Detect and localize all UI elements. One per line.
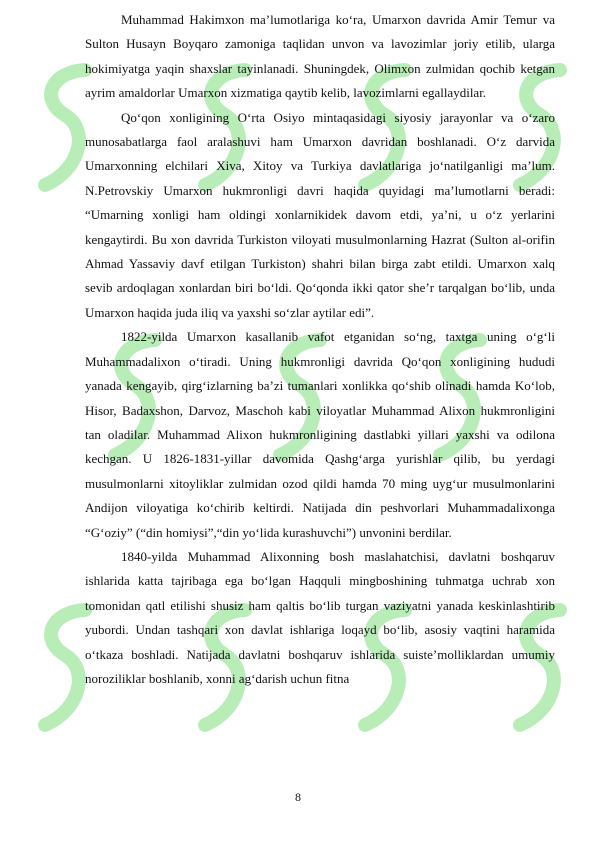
page-number: 8	[295, 790, 301, 804]
paragraph: 1822-yilda Umarxon kasallanib vafot etganidan so‘ng, taxtga uning o‘g‘li Muhammadalixon o‘tiradi. Uning hukmronligi davrida Qo‘qon xonligining hududi yanada kengayib, qirg‘izlarning ba’zi tumanlari xonlikka qo‘shib olinadi hamda Ko‘lob, Hisor, Badaxshon, Darvoz, Maschoh kabi viloyatlar Muhammad Alixon hukmronligini tan oladilar. Muhammad Alixon hukmronligining dastlabki yillari yaxshi va odilona kechgan. U 1826-1831-yillar davomida Qashg‘arga yurishlar qilib, bu yerdagi musulmonlarni xitoyliklar zulmidan ozod qildi hamda 70 ming uyg‘ur musulmonlarini Andijon viloyatiga ko‘chirib keltirdi. Natijada din peshvorlari Muhammadalixonga “G‘oziy” (“din homiysi”,“din yo‘lida kurashuvchi”) unvonini berdilar.	[85, 329, 555, 540]
body-text	[85, 8, 555, 691]
paragraph: Qo‘qon xonligining O‘rta Osiyo mintaqasidagi siyosiy jarayonlar va o‘zaro munosabatlarga faol aralashuvi ham Umarxon davridan boshlanadi. O‘z darvida Umarxonning elchilari Xiva, Xitoy va Turkiya davlatlariga jo‘natilganligi ma’lum. N.Petrovskiy Umarxon hukmronligi davri haqida quyidagi ma’lumotlarni beradi: “Umarning xonligi ham oldingi xonlarnikidek davom etdi, ya’ni, u o‘z yerlarini kengaytirdi. Bu xon davrida Turkiston viloyati musulmonlarning Hazrat (Sulton al-orifin Ahmad Yassaviy davf etilgan Turkiston) shahri bilan birga zabt etildi. Umarxon xalq sevib ardoqlagan xonlardan biri bo‘ldi. Qo‘qonda ikki qator she’r tarqalgan bo‘lib, unda Umarxon haqida juda iliq va yaxshi so‘zlar aytilar edi”.	[85, 109, 555, 320]
paragraph: Muhammad Hakimxon ma’lumotlariga ko‘ra, Umarxon davrida Amir Temur va Sulton Husayn Boyqaro zamoniga taqlidan unvon va lavozimlar joriy etilib, ularga hokimiyatga yaqin shaxslar tayinlanadi. Shuningdek, Olimxon zulmidan qochib ketgan ayrim amaldorlar Umarxon xizmatiga qaytib kelib, lavozimlarni egallaydilar.	[85, 12, 555, 101]
paragraph: 1840-yilda Muhammad Alixonning bosh maslahatchisi, davlatni boshqaruv ishlarida katta tajribaga ega bo‘lgan Haqquli mingboshining tuhmatga uchrab xon tomonidan qatl etilishi shusiz ham qaltis bo‘lib turgan vaziyatni yanada keskinlashtirib yubordi. Undan tashqari xon davlat ishlariga loqayd bo‘lib, asosiy vaqtini haramida o‘tkaza boshladi. Natijada davlatni boshqaruv ishlarida suiste’molliklardan umumiy noroziliklar boshlanib, xonni ag‘darish uchun fitna	[85, 548, 555, 686]
